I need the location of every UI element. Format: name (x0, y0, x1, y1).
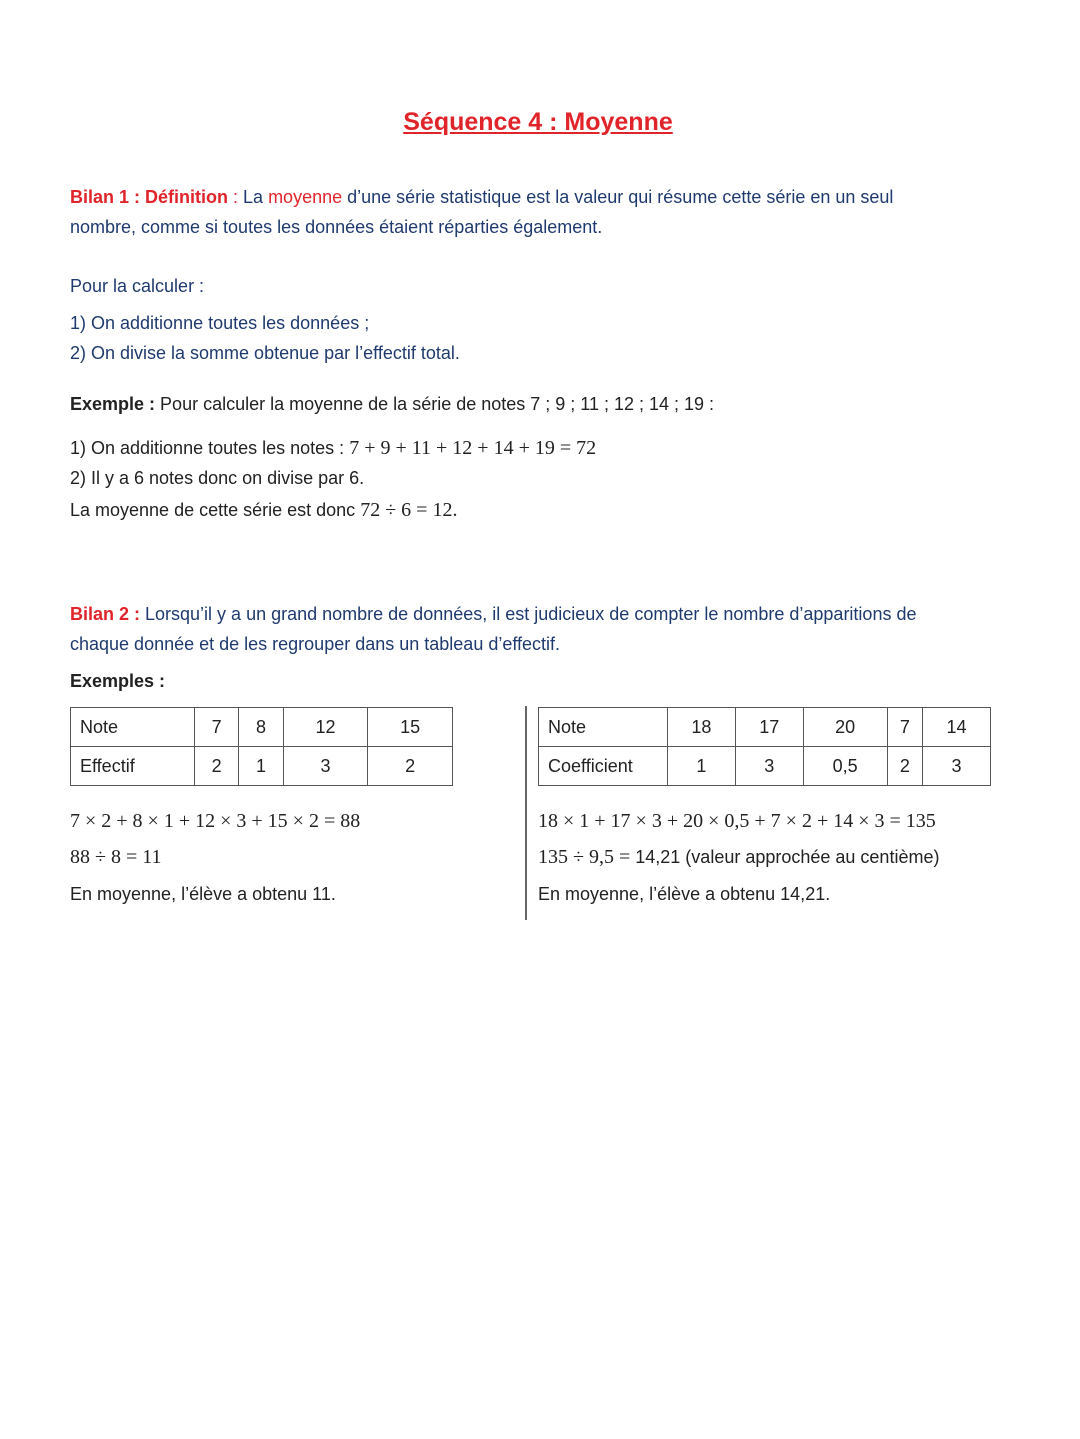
text: Lorsqu’il y a un grand nombre de données, il est judicieux de compter le nombre d’apparitions de (140, 604, 917, 624)
table-row (71, 708, 453, 747)
left-div: 88 ÷ 8 = 11 (70, 846, 162, 868)
math: 72 ÷ 6 = 12. (360, 499, 458, 521)
sep: : (228, 187, 244, 207)
math: 135 ÷ 9,5 = (538, 846, 636, 868)
cell: 0,5 (803, 747, 887, 786)
text: 1) On additionne toutes les notes : (70, 438, 350, 458)
cell: 14 (923, 708, 991, 747)
bilan2-line1 (70, 604, 916, 625)
cell: 3 (283, 747, 368, 786)
cell: 3 (735, 747, 803, 786)
math: 7 + 9 + 11 + 12 + 14 + 19 = 72 (349, 437, 597, 459)
coefficient-table (538, 707, 991, 786)
cell: Note (71, 708, 195, 747)
table-row (539, 708, 991, 747)
bilan1-line2: nombre, comme si toutes les données étaient réparties également. (70, 217, 603, 237)
bilan1-label: Bilan 1 : Définition (70, 187, 229, 207)
text: d’une série statistique est la valeur qui résume cette série en un seul (342, 187, 894, 207)
cell: Effectif (71, 747, 195, 786)
right-calc: 18 × 1 + 17 × 3 + 20 × 0,5 + 7 × 2 + 14 × 3 = 135 (538, 810, 936, 832)
column-divider (525, 706, 527, 920)
cell: 15 (368, 708, 453, 747)
right-conclusion: En moyenne, l’élève a obtenu 14,21. (538, 884, 831, 904)
keyword-moyenne: moyenne (268, 187, 343, 207)
bilan2-label: Bilan 2 : (70, 604, 141, 624)
cell: 7 (887, 708, 923, 747)
calc-step2: 2) On divise la somme obtenue par l’effectif total. (70, 343, 460, 363)
cell: Note (539, 708, 668, 747)
calc-intro: Pour la calculer : (70, 276, 205, 296)
cell: 1 (668, 747, 736, 786)
cell: 7 (195, 708, 239, 747)
exemple-line (70, 394, 714, 415)
cell: 20 (803, 708, 887, 747)
table-row (71, 747, 453, 786)
bilan2-line2: chaque donnée et de les regrouper dans un tableau d’effectif. (70, 634, 561, 654)
cell: 2 (887, 747, 923, 786)
calc-step1: 1) On additionne toutes les données ; (70, 313, 370, 333)
text: La moyenne de cette série est donc (70, 500, 361, 520)
table-row (539, 747, 991, 786)
cell: 8 (239, 708, 283, 747)
text: Pour calculer la moyenne de la série de notes 7 ; 9 ; 11 ; 12 ; 14 ; 19 : (155, 394, 715, 414)
cell: 17 (735, 708, 803, 747)
exemples-label: Exemples : (70, 671, 166, 691)
right-div (538, 846, 939, 869)
text: 14,21 (valeur approchée au centième) (635, 847, 940, 867)
cell: 3 (923, 747, 991, 786)
exemple-step2: 2) Il y a 6 notes donc on divise par 6. (70, 468, 365, 488)
exemple-label: Exemple : (70, 394, 156, 414)
cell: 2 (368, 747, 453, 786)
cell: 18 (668, 708, 736, 747)
left-conclusion: En moyenne, l’élève a obtenu 11. (70, 884, 336, 904)
cell: 2 (195, 747, 239, 786)
text: La (243, 187, 269, 207)
cell: 12 (283, 708, 368, 747)
bilan1-line1 (70, 187, 893, 208)
left-calc: 7 × 2 + 8 × 1 + 12 × 3 + 15 × 2 = 88 (70, 810, 361, 832)
exemple-step1 (70, 437, 596, 460)
exemple-result (70, 499, 457, 522)
cell: 1 (239, 747, 283, 786)
page-title: Séquence 4 : Moyenne (403, 108, 673, 136)
effectif-table (70, 707, 453, 786)
cell: Coefficient (539, 747, 668, 786)
